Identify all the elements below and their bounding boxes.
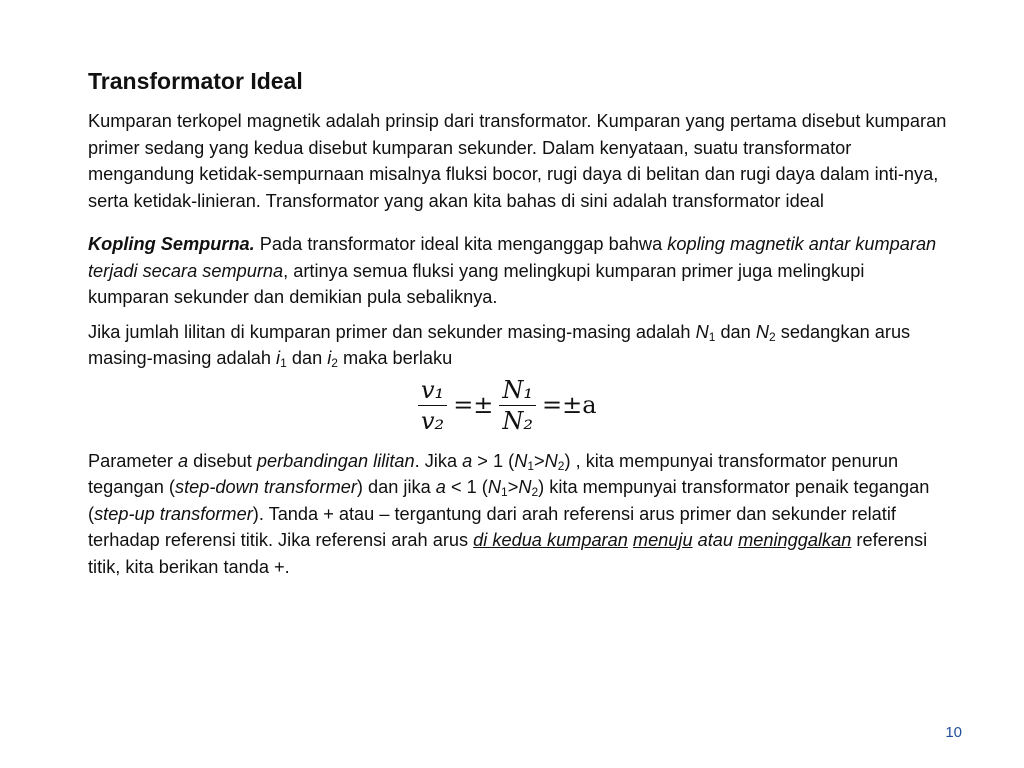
parameter-paragraph: Parameter a disebut perbandingan lilitan. Jika a > 1 $(N_1>N_2)$ , kita mempunyai transformator penurun tegangan (step-down transformer) dan jika a < 1 $(N_1>N_2)$ kita mempunyai transformator penaik tegangan (step-up transformer). Tanda + atau – tergantung dari arah referensi arus primer dan sekunder relatif terhadap referensi titik. Jika referensi arah arus di kedua kumparan menuju atau meninggalkan referensi titik, kita berikan tanda +. bbox=[88, 450, 930, 577]
slide-content bbox=[88, 66, 948, 580]
intro-paragraph: Kumparan terkopel magnetik adalah prinsip dari transformator. Kumparan yang pertama disebut kumparan primer sedang yang kedua disebut kumparan sekunder. Dalam kenyataan, suatu transformator mengandung ketidak-sempurnaan misalnya fluksi bocor, rugi daya di belitan dan rugi daya dalam inti-nya, serta ketidak-linieran. Transformator yang akan kita bahas di sini adalah transformator ideal bbox=[88, 111, 947, 211]
page-number: 10 bbox=[945, 724, 962, 741]
equation-block bbox=[88, 376, 948, 448]
turns-ratio-equation bbox=[414, 376, 599, 435]
perfect-coupling-paragraph: Kopling Sempurna. Pada transformator ideal kita menganggap bahwa kopling magnetik antar kumparan terjadi secara sempurna, artinya semua fluksi yang melingkupi kumparan primer juga melingkupi kumparan sekunder dan demikian pula sebaliknya. bbox=[88, 234, 937, 307]
turns-paragraph: Jika jumlah lilitan di kumparan primer dan sekunder masing-masing adalah $N_1$ dan $N_2$ sedangkan arus masing-masing adalah $i_1$ dan $i_2$ maka berlaku bbox=[88, 321, 911, 370]
voltage-ratio-fraction: $\frac{\text{v₁}}{\text{v₂}}$ bbox=[418, 376, 447, 435]
slide-title: Transformator Ideal bbox=[88, 68, 303, 94]
perfect-coupling-heading: Kopling Sempurna. bbox=[88, 234, 255, 254]
equals-plusminus-a: =±a bbox=[542, 391, 597, 419]
turns-ratio-fraction: $\frac{\text{N₁}}{\text{N₂}}$ bbox=[499, 376, 536, 435]
equals-plusminus: =± bbox=[453, 391, 494, 419]
